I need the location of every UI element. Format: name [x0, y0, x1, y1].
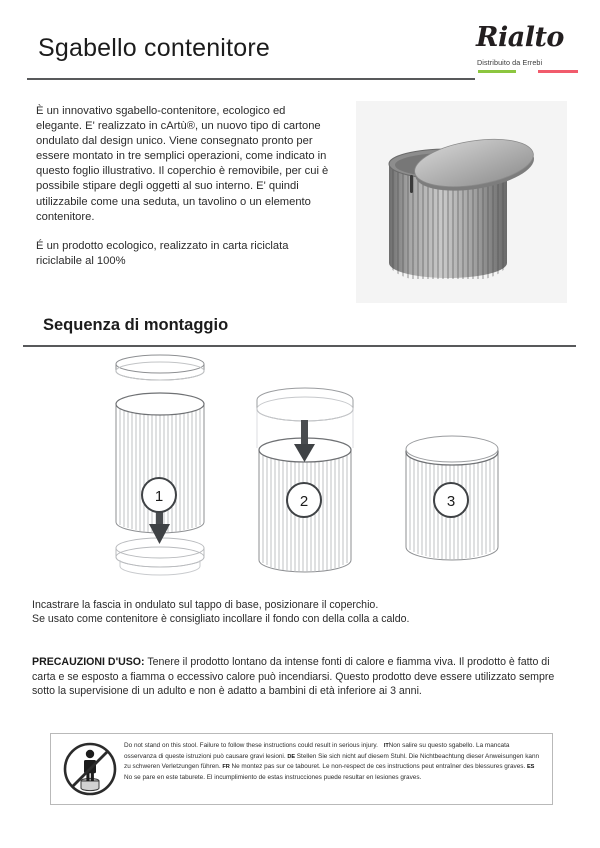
- precautions-paragraph: [32, 655, 572, 699]
- section-divider: [23, 345, 576, 347]
- warning-text-de: Stellen Sie sich nicht auf diesem Stuhl. Die Nichtbeachtung dieser Anweisungen kann zu schweren Verletzungen führen.: [124, 752, 540, 771]
- assembly-step-2: [235, 352, 375, 592]
- assembly-caption-line-2: Se usato come contenitore è consigliato incollare il fondo con della colla a caldo.: [32, 613, 410, 626]
- warning-text-it: Non salire su questo sgabello. La mancata osservanza di queste istruzioni può causare gravi lesioni.: [124, 742, 510, 760]
- green-bar: [478, 70, 516, 73]
- safety-warning-text: [124, 741, 542, 783]
- assembly-caption: [32, 598, 577, 627]
- step-number-3: 3: [446, 493, 456, 510]
- brand-name: Rialto: [476, 22, 564, 53]
- warning-text-fr: Ne montez pas sur ce tabouret. Le non-respect de ces instructions peut entraîner des blessures graves.: [231, 763, 526, 771]
- assembly-step-3-illustration: [382, 352, 522, 592]
- brand-tagline: Distribuito da Errebi: [477, 58, 543, 67]
- assembly-diagram-group: [90, 352, 510, 592]
- product-photo-image: [356, 101, 567, 303]
- precautions-text: Tenere il prodotto lontano da intense fonti di calore e fiamma viva. Il prodotto è fatto di carta e se esposto a fiamma o eccessivo calore può incendiarsi. Questo prodotto deve essere utilizzato sempre sotto la supervisione di un adulto e non è adatto a bambini di età inferiore ai 3 anni.: [32, 656, 555, 698]
- assembly-step-3: [382, 352, 522, 592]
- product-photo: [356, 101, 567, 303]
- warning-text-en: Do not stand on this stool. Failure to follow these instructions could result in serious injury.: [124, 742, 378, 749]
- assembly-step-2-illustration: [235, 352, 375, 592]
- lang-tag-fr: FR: [222, 764, 230, 771]
- brand-logo: [476, 22, 584, 80]
- red-bar: [538, 70, 578, 73]
- assembly-step-1: [90, 352, 230, 592]
- intro-paragraph-1: È un innovativo sgabello-contenitore, ecologico ed elegante. E' realizzato in cArtù®, un nuovo tipo di cartone ondulato dal design unico. Viene consegnato pronto per essere montato in tre semplici operazioni, come indicato in questo foglio illustrativo. Il coperchio è removibile, per cui è possibile stipare degli oggetti al suo interno. E' quindi utilizzabile come una seduta, un tavolino o un elemento contenitore.: [36, 105, 329, 223]
- step-number-2: 2: [299, 493, 309, 510]
- page-title: Sgabello contenitore: [38, 34, 270, 62]
- step-number-1: 1: [154, 488, 164, 505]
- do-not-stand-on-stool-icon: [61, 740, 119, 798]
- intro-paragraph-2: É un prodotto ecologico, realizzato in carta riciclata riciclabile al 100%: [36, 239, 289, 267]
- safety-warning-box: [50, 733, 553, 805]
- brand-tricolor-bars: [478, 70, 582, 73]
- lang-tag-es: ES: [527, 764, 535, 771]
- precautions-label: PRECAUZIONI D'USO:: [32, 656, 145, 668]
- title-divider: [27, 78, 475, 80]
- assembly-caption-line-1: Incastrare la fascia in ondulato sul tappo di base, posizionare il coperchio.: [32, 599, 379, 611]
- document-header: [0, 0, 600, 92]
- assembly-step-1-illustration: [90, 352, 230, 592]
- warning-text-es: No se pare en este taburete. El incumplimiento de estas instrucciones puede resultar en lesiones graves.: [124, 773, 422, 781]
- lang-tag-it: IT: [383, 743, 389, 749]
- section-title-assembly: Sequenza di montaggio: [43, 316, 229, 334]
- lang-tag-de: DE: [287, 753, 295, 760]
- intro-text-block: [36, 104, 330, 269]
